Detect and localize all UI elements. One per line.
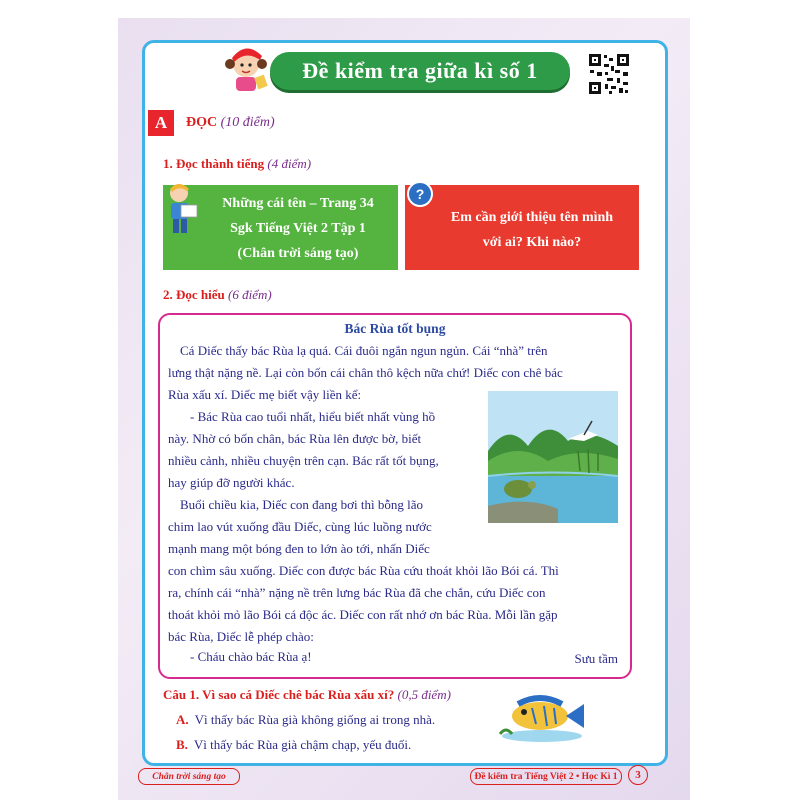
title-banner <box>270 52 570 90</box>
part2-points: (6 điểm) <box>228 287 272 302</box>
question-prompt-box <box>405 185 639 270</box>
section-a-badge: A <box>148 110 174 136</box>
option-text: Vì thấy bác Rùa già không giống ai trong nhà. <box>194 712 436 727</box>
story-line: con chìm sâu xuống. Diếc con được bác Rùa cứu thoát khỏi lão Bói cá. Thì <box>168 563 559 578</box>
book-series-label: Đề kiểm tra Tiếng Việt 2 • Học Kì 1 <box>470 768 622 785</box>
question-mark-icon: ? <box>407 181 433 207</box>
option-text: Vì thấy bác Rùa già chậm chạp, yếu đuối. <box>193 737 412 752</box>
question-1-title: Câu 1. Vì sao cá Diếc chê bác Rùa xấu xí? <box>163 687 395 702</box>
boy-reading-icon <box>163 179 203 239</box>
qr-code-icon <box>587 52 631 96</box>
story-line: bác Rùa, Diếc lễ phép chào: <box>168 629 314 644</box>
part2-title: 2. Đọc hiểu <box>163 287 225 302</box>
story-line: Rùa xấu xí. Diếc mẹ biết vậy liền kể: <box>168 387 362 402</box>
story-source: Sưu tầm <box>574 651 618 666</box>
story-line: này. Nhờ có bốn chân, bác Rùa lên được bờ, biết <box>168 431 422 446</box>
story-line: nhiều cảnh, nhiều chuyện trên cạn. Bác rất tốt bụng, <box>168 453 439 468</box>
reading-assignment-text <box>203 191 393 266</box>
pond-illustration <box>488 391 618 523</box>
option-letter: A. <box>176 712 189 727</box>
story-line: mạnh mang một bóng đen to lớn ào tới, nhấn Diếc <box>168 541 430 556</box>
story-line: - Cháu chào bác Rùa ạ! <box>190 649 312 664</box>
story-line: Buổi chiều kia, Diếc con đang bơi thì bỗng lão <box>180 497 423 512</box>
story-box <box>158 313 632 679</box>
section-a-title <box>186 115 275 131</box>
reading-line: (Chân trời sáng tạo) <box>237 246 359 261</box>
story-line: hay giúp đỡ người khác. <box>168 475 295 490</box>
reading-line: Sgk Tiếng Việt 2 Tập 1 <box>230 221 366 236</box>
prompt-line: với ai? Khi nào? <box>482 235 582 250</box>
story-line: Cá Diếc thấy bác Rùa lạ quá. Cái đuôi ngắn ngun ngủn. Cái “nhà” trên <box>180 343 548 358</box>
page-number: 3 <box>628 765 648 785</box>
reading-line: Những cái tên – Trang 34 <box>222 196 374 211</box>
page-title: Đề kiểm tra giữa kì số 1 <box>302 58 538 83</box>
prompt-line: Em cần giới thiệu tên mình <box>450 210 614 225</box>
girl-mascot-icon <box>222 42 272 94</box>
story-title: Bác Rùa tốt bụng <box>344 321 446 336</box>
part1-points: (4 điểm) <box>267 156 312 171</box>
part1-title: 1. Đọc thành tiếng <box>163 156 265 171</box>
part2-heading <box>163 287 272 303</box>
question-prompt-text <box>427 205 637 255</box>
answer-option-a[interactable] <box>176 712 435 728</box>
option-letter: B. <box>176 737 188 752</box>
fish-icon <box>492 690 592 745</box>
part1-heading <box>163 156 311 172</box>
story-line: chim lao vút xuống đầu Diếc, cùng lúc luồng nước <box>168 519 432 534</box>
publisher-label: Chân trời sáng tạo <box>138 768 240 785</box>
story-line: lưng thật nặng nề. Lại còn bốn cái chân thô kệch nữa chứ! Diếc con chê bác <box>168 365 563 380</box>
section-a-label: ĐỌC <box>186 115 218 130</box>
story-line: ra, chính cái “nhà” nặng nề trên lưng bác Rùa đã che chắn, cứu Diếc con <box>168 585 546 600</box>
section-a-points: (10 điểm) <box>220 115 275 130</box>
question-1-points: (0,5 điểm) <box>397 687 451 702</box>
reading-assignment-box <box>163 185 398 270</box>
story-line: - Bác Rùa cao tuổi nhất, hiểu biết nhất vùng hồ <box>190 409 436 424</box>
answer-option-b[interactable] <box>176 737 411 753</box>
story-line: thoát khỏi mỏ lão Bói cá độc ác. Diếc con rất nhớ ơn bác Rùa. Mỗi lần gặp <box>168 607 558 622</box>
question-1 <box>163 687 451 703</box>
